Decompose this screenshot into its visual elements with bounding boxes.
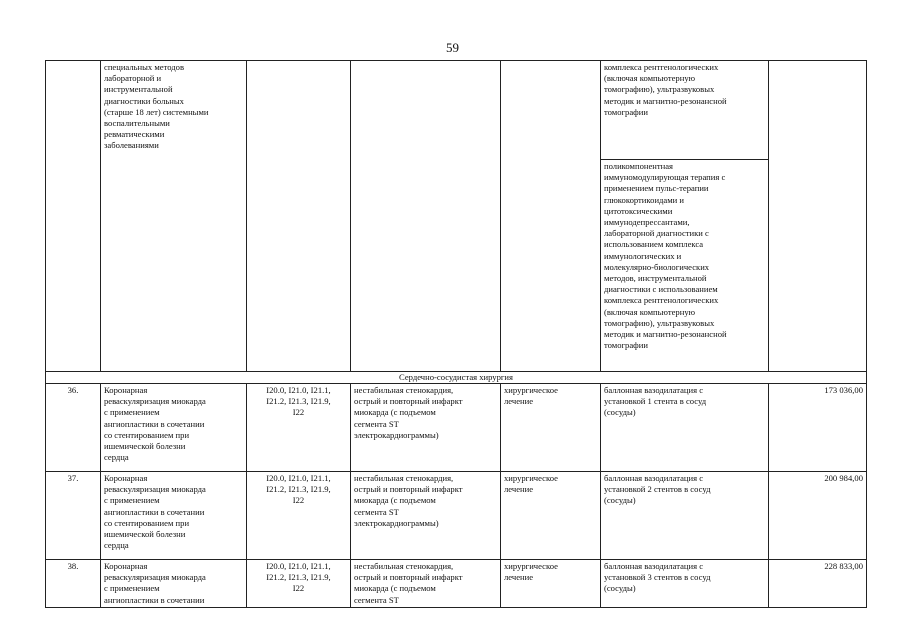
cell-treatment: хирургическое лечение bbox=[501, 560, 601, 608]
cell-treatment: хирургическое лечение bbox=[501, 384, 601, 472]
section-header-row bbox=[46, 372, 867, 384]
cell-num bbox=[46, 61, 101, 372]
section-title: Сердечно-сосудистая хирургия bbox=[46, 372, 867, 384]
cell-name: специальных методов лабораторной и инструментальной диагностики больных (старше 18 лет) системными воспалительными ревматическими заболеваниями bbox=[101, 61, 247, 372]
cell-treatment bbox=[501, 61, 601, 372]
cell-name: Коронарная реваскуляризация миокарда с применением ангиопластики в сочетании со стентированием при ишемической болезни сердца bbox=[101, 384, 247, 472]
table-row bbox=[46, 472, 867, 560]
table-row bbox=[46, 560, 867, 608]
cell-num: 37. bbox=[46, 472, 101, 560]
cell-codes: I20.0, I21.0, I21.1, I21.2, I21.3, I21.9, I22 bbox=[247, 560, 351, 608]
cell-model: нестабильная стенокардия, острый и повторный инфаркт миокарда (с подъемом сегмента ST электрокардиограммы) bbox=[351, 472, 501, 560]
cell-num: 38. bbox=[46, 560, 101, 608]
cell-method: поликомпонентная иммуномодулирующая терапия с применением пульс-терапии глюкокортикоидами и цитотоксическими иммунодепрессантами, лабораторной диагностики с использованием комплекса иммунологических и молекулярно-биологических методов, инструментальной диагностики с использованием комплекса рентгенологических (включая компьютерную томографию), ультразвуковых методик и магнитно-резонансной томографии bbox=[601, 160, 769, 372]
page-number: 59 bbox=[446, 40, 459, 55]
cell-price bbox=[769, 61, 867, 372]
cell-model bbox=[351, 61, 501, 372]
continuation-row bbox=[46, 61, 867, 160]
cell-price: 173 036,00 bbox=[769, 384, 867, 472]
cell-name: Коронарная реваскуляризация миокарда с применением ангиопластики в сочетании со стентированием при ишемической болезни сердца bbox=[101, 472, 247, 560]
cell-codes: I20.0, I21.0, I21.1, I21.2, I21.3, I21.9, I22 bbox=[247, 472, 351, 560]
cell-method: баллонная вазодилатация с установкой 2 стентов в сосуд (сосуды) bbox=[601, 472, 769, 560]
cell-method: баллонная вазодилатация с установкой 3 стентов в сосуд (сосуды) bbox=[601, 560, 769, 608]
cell-model: нестабильная стенокардия, острый и повторный инфаркт миокарда (с подъемом сегмента ST bbox=[351, 560, 501, 608]
cell-name: Коронарная реваскуляризация миокарда с применением ангиопластики в сочетании bbox=[101, 560, 247, 608]
cell-codes bbox=[247, 61, 351, 372]
cell-codes: I20.0, I21.0, I21.1, I21.2, I21.3, I21.9, I22 bbox=[247, 384, 351, 472]
cell-method: комплекса рентгенологических (включая компьютерную томографию), ультразвуковых методик и магнитно-резонансной томографии bbox=[601, 61, 769, 160]
vmp-table bbox=[45, 60, 867, 608]
cell-method: баллонная вазодилатация с установкой 1 стента в сосуд (сосуды) bbox=[601, 384, 769, 472]
cell-num: 36. bbox=[46, 384, 101, 472]
cell-price: 228 833,00 bbox=[769, 560, 867, 608]
cell-price: 200 984,00 bbox=[769, 472, 867, 560]
cell-treatment: хирургическое лечение bbox=[501, 472, 601, 560]
table-row bbox=[46, 384, 867, 472]
cell-model: нестабильная стенокардия, острый и повторный инфаркт миокарда (с подъемом сегмента ST электрокардиограммы) bbox=[351, 384, 501, 472]
